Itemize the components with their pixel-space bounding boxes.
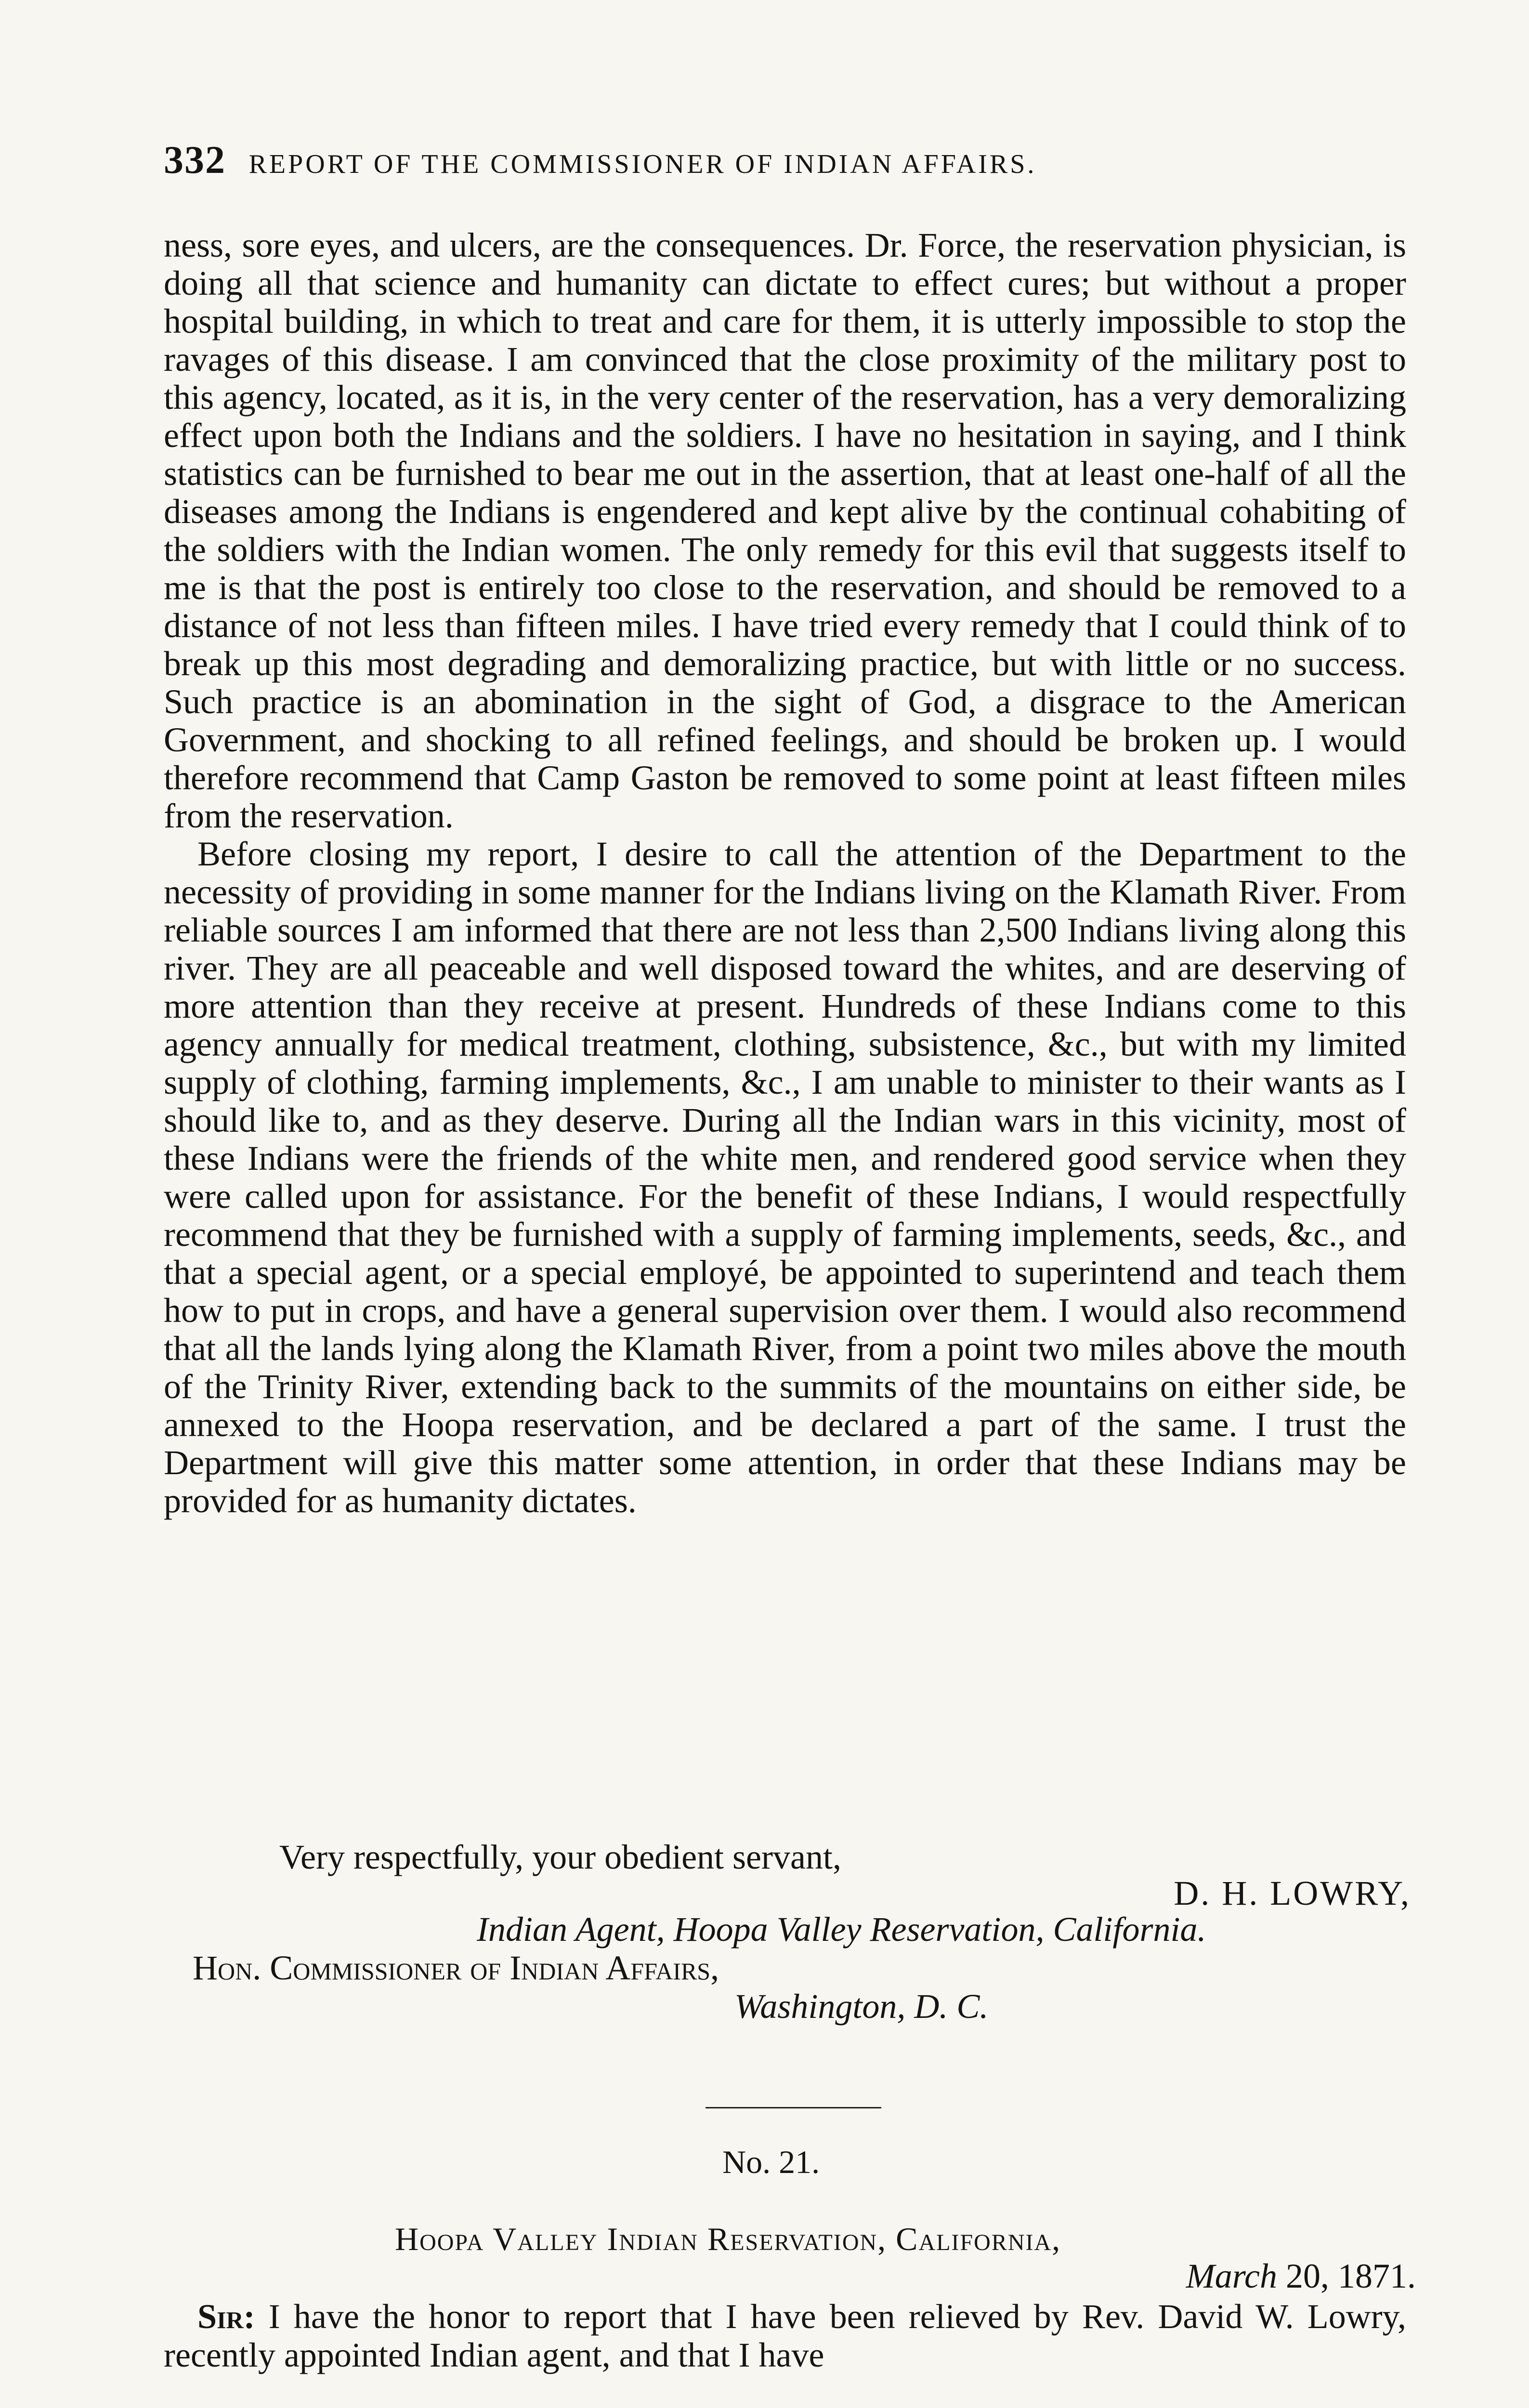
running-head: REPORT OF THE COMMISSIONER OF INDIAN AFFAIRS. [248, 149, 1037, 179]
report-body [164, 226, 1406, 1520]
addressee: Hon. Commissioner of Indian Affairs, [193, 1949, 719, 1987]
page-number: 332 [164, 138, 226, 182]
letter-opening [164, 2297, 1406, 2374]
signer-title: Indian Agent, Hoopa Valley Reservation, California. [477, 1910, 1206, 1949]
document-number: No. 21. [722, 2144, 820, 2180]
signer-name: D. H. LOWRY, [1174, 1874, 1411, 1912]
document-place: Hoopa Valley Indian Reservation, California, [395, 2221, 1061, 2257]
date-month: March [1186, 2257, 1277, 2295]
report-paragraph-1: ness, sore eyes, and ulcers, are the consequences. Dr. Force, the reservation physician, is doing all that science and humanity can dictate to effect cures; but without a proper hospital building, in which to treat and care for them, it is utterly impossible to stop the ravages of this disease. I am convinced that the close proximity of the military post to this agency, located, as it is, in the very center of the reservation, has a very demoralizing effect upon both the Indians and the soldiers. I have no hesitation in saying, and I think statistics can be furnished to bear me out in the assertion, that at least one-half of all the diseases among the Indians is engendered and kept alive by the continual cohabiting of the soldiers with the Indian women. The only remedy for this evil that suggests itself to me is that the post is entirely too close to the reservation, and should be removed to a distance of not less than fifteen miles. I have tried every remedy that I could think of to break up this most degrading and demoralizing practice, but with little or no success. Such practice is an abomination in the sight of God, a disgrace to the American Government, and shocking to all refined feelings, and should be broken up. I would therefore recommend that Camp Gaston be removed to some point at least fifteen miles from the reservation. [164, 226, 1406, 835]
letter-opening-text: I have the honor to report that I have been relieved by Rev. David W. Lowry, recently appointed Indian agent, and that I have [164, 2297, 1406, 2374]
salutation: Sir: [197, 2297, 255, 2336]
report-paragraph-2: Before closing my report, I desire to call the attention of the Department to the necessity of providing in some manner for the Indians living on the Klamath River. From reliable sources I am informed that there are not less than 2,500 Indians living along this river. They are all peaceable and well disposed toward the whites, and are deserving of more attention than they receive at present. Hundreds of these Indians come to this agency annually for medical treatment, clothing, subsistence, &c., but with my limited supply of clothing, farming implements, &c., I am unable to minister to their wants as I should like to, and as they deserve. During all the Indian wars in this vicinity, most of these Indians were the friends of the white men, and rendered good service when they were called upon for assistance. For the benefit of these Indians, I would respectfully recommend that they be furnished with a supply of farming implements, seeds, &c., and that a special agent, or a special employé, be appointed to superintend and teach them how to put in crops, and have a general supervision over them. I would also recommend that all the lands lying along the Klamath River, from a point two miles above the mouth of the Trinity River, extending back to the summits of the mountains on either side, be annexed to the Hoopa reservation, and be declared a part of the same. I trust the Department will give this matter some attention, in order that these Indians may be provided for as humanity dictates. [164, 835, 1406, 1520]
date-rest: 20, 1871. [1286, 2257, 1416, 2295]
page-header [164, 137, 1416, 190]
section-divider [706, 2107, 881, 2108]
document-date [1186, 2256, 1416, 2296]
addressee-city: Washington, D. C. [734, 1987, 989, 2026]
closing-line: Very respectfully, your obedient servant, [279, 1838, 841, 1876]
